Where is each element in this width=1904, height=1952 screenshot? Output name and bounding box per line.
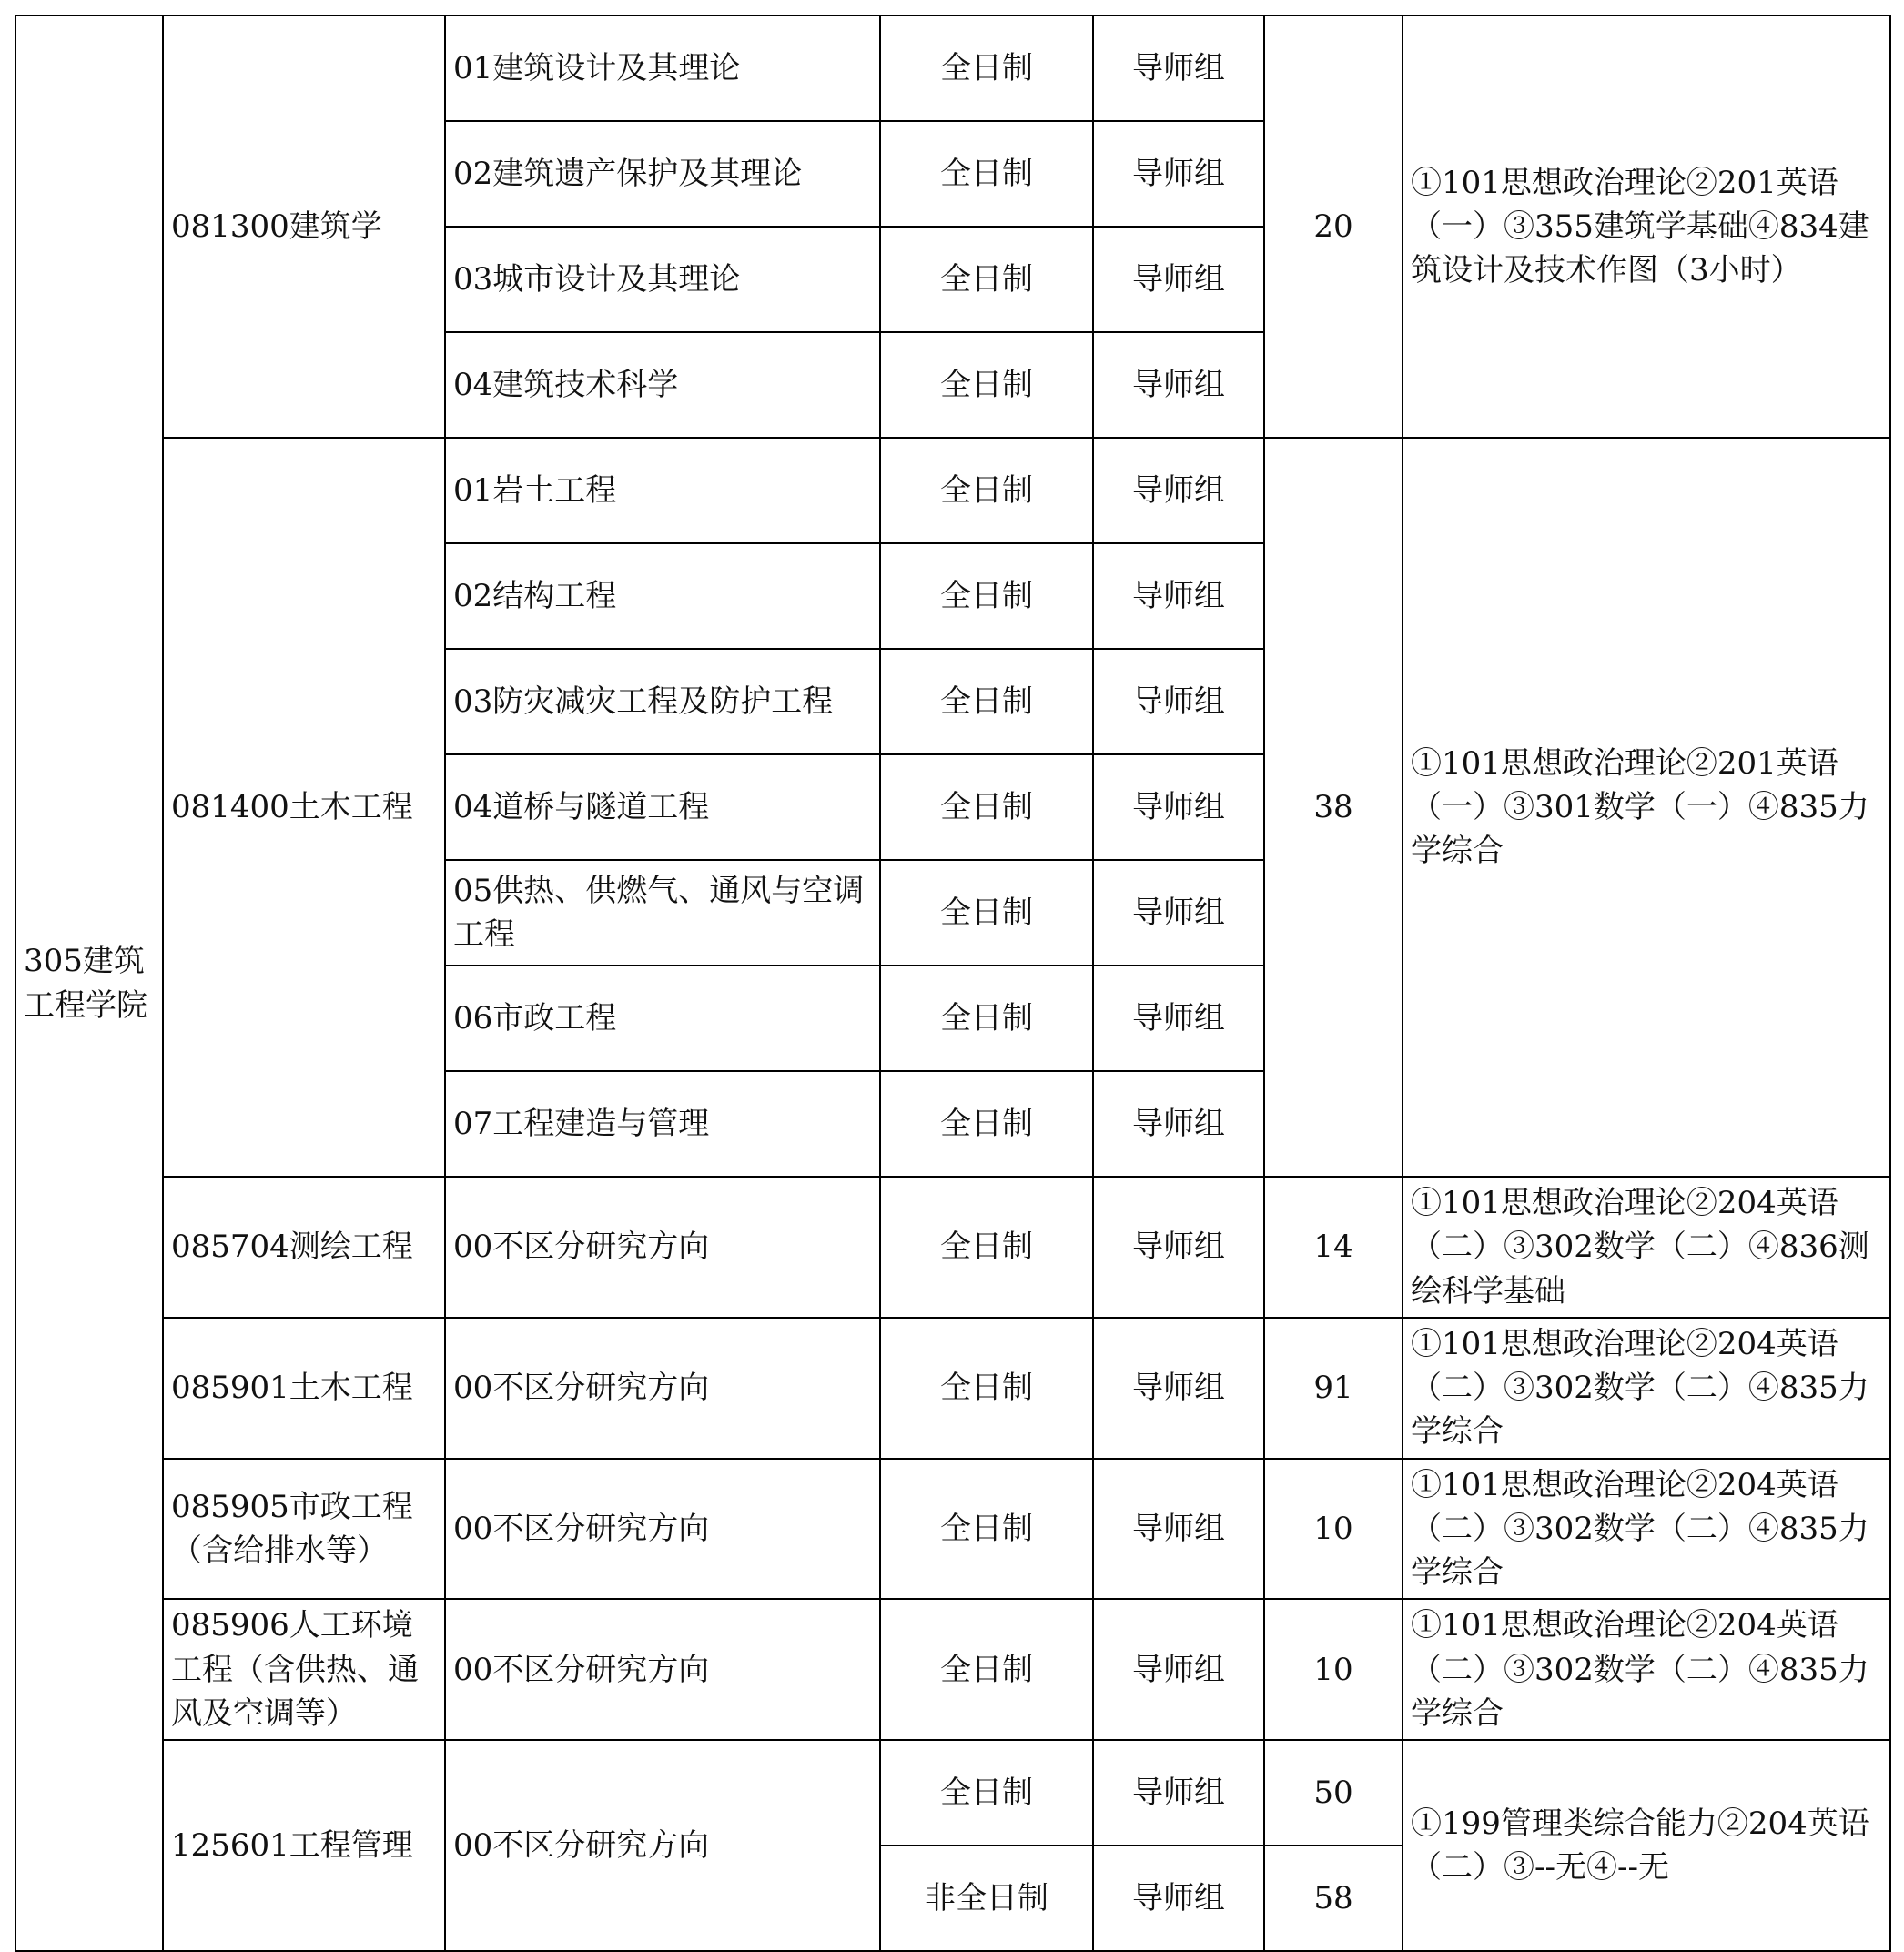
exam-subjects: ①101思想政治理论②204英语（二）③302数学（二）④835力学综合: [1403, 1318, 1890, 1459]
enrollment-count: 20: [1264, 15, 1403, 438]
enrollment-count: 14: [1264, 1177, 1403, 1318]
direction-name: 03防灾减灾工程及防护工程: [445, 649, 880, 754]
exam-subjects: ①101思想政治理论②201英语（一）③301数学（一）④835力学综合: [1403, 438, 1890, 1177]
supervisor: 导师组: [1093, 1071, 1264, 1177]
enrollment-count: 58: [1264, 1846, 1403, 1951]
enrollment-count: 38: [1264, 438, 1403, 1177]
major-name: 085905市政工程（含给排水等）: [163, 1459, 445, 1600]
supervisor: 导师组: [1093, 860, 1264, 966]
supervisor: 导师组: [1093, 1846, 1264, 1951]
table-row: [15, 438, 1890, 543]
table-row: [15, 1177, 1890, 1318]
major-name: 085704测绘工程: [163, 1177, 445, 1318]
supervisor: 导师组: [1093, 966, 1264, 1071]
study-mode: 全日制: [880, 966, 1093, 1071]
table-row: [15, 1740, 1890, 1846]
table-row: [15, 15, 1890, 121]
table-row: [15, 1459, 1890, 1600]
study-mode: 全日制: [880, 1599, 1093, 1740]
study-mode: 全日制: [880, 1071, 1093, 1177]
exam-subjects: ①101思想政治理论②201英语（一）③355建筑学基础④834建筑设计及技术作图（3小时）: [1403, 15, 1890, 438]
direction-name: 04建筑技术科学: [445, 332, 880, 438]
direction-name: 05供热、供燃气、通风与空调工程: [445, 860, 880, 966]
direction-name: 07工程建造与管理: [445, 1071, 880, 1177]
supervisor: 导师组: [1093, 649, 1264, 754]
direction-name: 00不区分研究方向: [445, 1318, 880, 1459]
exam-subjects: ①101思想政治理论②204英语（二）③302数学（二）④836测绘科学基础: [1403, 1177, 1890, 1318]
direction-name: 00不区分研究方向: [445, 1599, 880, 1740]
supervisor: 导师组: [1093, 543, 1264, 649]
supervisor: 导师组: [1093, 1599, 1264, 1740]
direction-name: 00不区分研究方向: [445, 1459, 880, 1600]
supervisor: 导师组: [1093, 1318, 1264, 1459]
supervisor: 导师组: [1093, 754, 1264, 860]
direction-name: 00不区分研究方向: [445, 1740, 880, 1951]
direction-name: 04道桥与隧道工程: [445, 754, 880, 860]
study-mode: 全日制: [880, 332, 1093, 438]
study-mode: 全日制: [880, 15, 1093, 121]
major-name: 081400土木工程: [163, 438, 445, 1177]
major-name: 085906人工环境工程（含供热、通风及空调等）: [163, 1599, 445, 1740]
direction-name: 01岩土工程: [445, 438, 880, 543]
supervisor: 导师组: [1093, 1459, 1264, 1600]
direction-name: 01建筑设计及其理论: [445, 15, 880, 121]
supervisor: 导师组: [1093, 438, 1264, 543]
study-mode: 全日制: [880, 227, 1093, 332]
major-name: 081300建筑学: [163, 15, 445, 438]
study-mode: 全日制: [880, 438, 1093, 543]
direction-name: 06市政工程: [445, 966, 880, 1071]
exam-subjects: ①101思想政治理论②204英语（二）③302数学（二）④835力学综合: [1403, 1459, 1890, 1600]
supervisor: 导师组: [1093, 227, 1264, 332]
study-mode: 全日制: [880, 121, 1093, 227]
direction-name: 02建筑遗产保护及其理论: [445, 121, 880, 227]
supervisor: 导师组: [1093, 121, 1264, 227]
supervisor: 导师组: [1093, 15, 1264, 121]
study-mode: 全日制: [880, 860, 1093, 966]
school-cell: 305建筑工程学院: [15, 15, 163, 1951]
direction-name: 03城市设计及其理论: [445, 227, 880, 332]
major-name: 125601工程管理: [163, 1740, 445, 1951]
exam-subjects: ①199管理类综合能力②204英语（二）③--无④--无: [1403, 1740, 1890, 1951]
enrollment-count: 50: [1264, 1740, 1403, 1846]
study-mode: 全日制: [880, 543, 1093, 649]
supervisor: 导师组: [1093, 1740, 1264, 1846]
study-mode: 全日制: [880, 1318, 1093, 1459]
enrollment-count: 10: [1264, 1599, 1403, 1740]
table-row: [15, 1318, 1890, 1459]
study-mode: 全日制: [880, 649, 1093, 754]
supervisor: 导师组: [1093, 332, 1264, 438]
enrollment-table: [15, 15, 1891, 1952]
direction-name: 02结构工程: [445, 543, 880, 649]
study-mode: 全日制: [880, 1177, 1093, 1318]
major-name: 085901土木工程: [163, 1318, 445, 1459]
table-row: [15, 1599, 1890, 1740]
study-mode: 全日制: [880, 1459, 1093, 1600]
study-mode: 全日制: [880, 754, 1093, 860]
exam-subjects: ①101思想政治理论②204英语（二）③302数学（二）④835力学综合: [1403, 1599, 1890, 1740]
supervisor: 导师组: [1093, 1177, 1264, 1318]
study-mode: 非全日制: [880, 1846, 1093, 1951]
study-mode: 全日制: [880, 1740, 1093, 1846]
direction-name: 00不区分研究方向: [445, 1177, 880, 1318]
enrollment-count: 91: [1264, 1318, 1403, 1459]
enrollment-count: 10: [1264, 1459, 1403, 1600]
